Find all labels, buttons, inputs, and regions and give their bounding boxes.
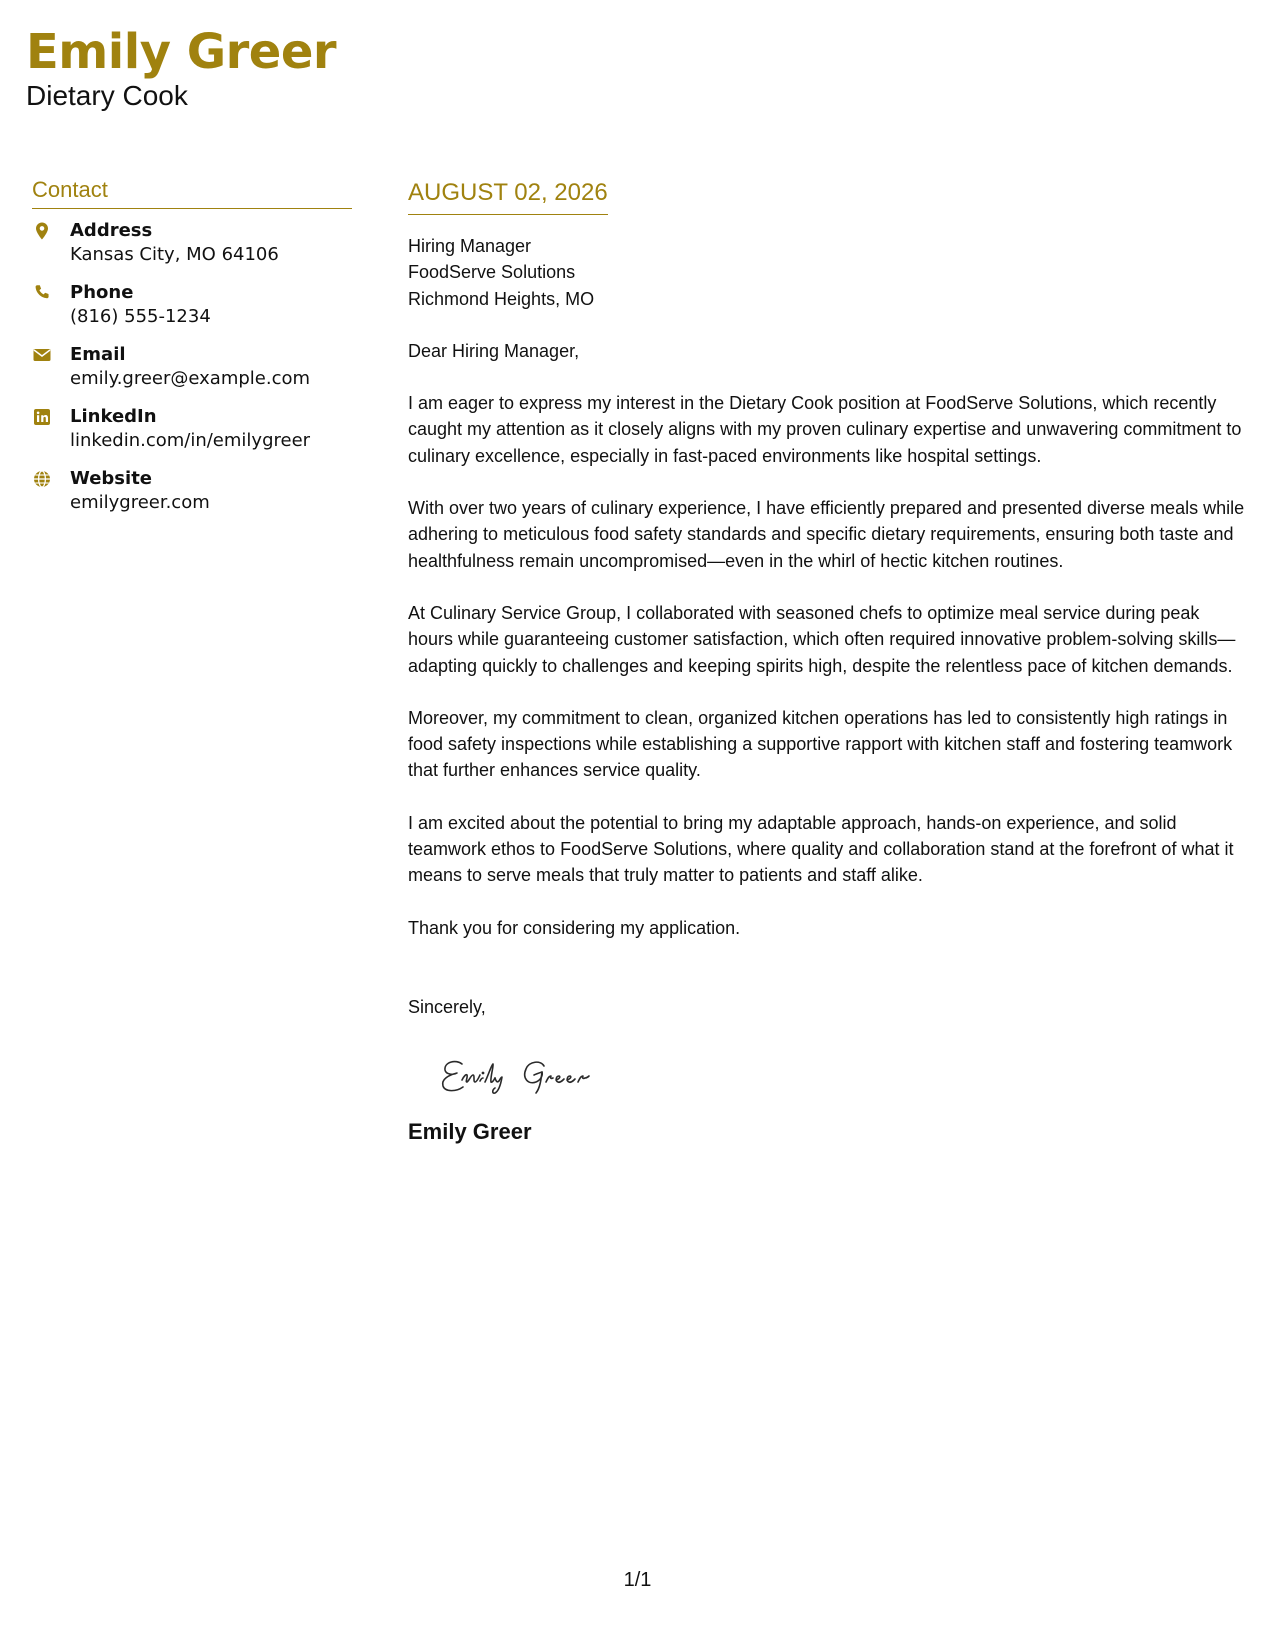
contact-label: Address [70,220,153,241]
contact-heading: Contact [32,176,352,209]
signer-name: Emily Greer [408,1118,532,1144]
address-value: Kansas City, MO 64106 [70,244,279,265]
letter-paragraph: At Culinary Service Group, I collaborated with seasoned chefs to optimize meal service during peak hours while guaranteeing customer satisfaction, which often required innovative problem-solving skills—adapting quickly to challenges and keeping spirits high, despite the relentless pace of kitchen demands. [408,602,1236,676]
recipient-line: Richmond Heights, MO [408,288,595,309]
letter-paragraph: Moreover, my commitment to clean, organized kitchen operations has led to consistently high ratings in food safety inspections while establishing a supportive rapport with kitchen staff and fostering teamwork that further enhances service quality. [408,707,1233,781]
letter-paragraph: Thank you for considering my application. [408,917,741,938]
website-value[interactable]: emilygreer.com [70,492,210,513]
letter-date: AUGUST 02, 2026 [408,178,608,215]
handwritten-signature [440,1050,640,1102]
resume-header [26,22,336,112]
contact-item-linkedin [32,405,352,457]
recipient-line: Hiring Manager [408,236,532,256]
email-value[interactable]: emily.greer@example.com [70,368,311,389]
contact-label: Phone [70,282,134,303]
envelope-icon [32,345,52,365]
linkedin-icon [32,407,52,427]
contact-item-address [32,219,352,271]
recipient-block [408,233,1248,312]
letter-paragraph: With over two years of culinary experience, I have efficiently prepared and presented diverse meals while adhering to meticulous food safety standards and specific dietary requirements, ensuring both taste and healthfulness remain uncompromised—even in the whirl of hectic kitchen routines. [408,498,1245,571]
letter-paragraph: I am eager to express my interest in the Dietary Cook position at FoodServe Solutions, which recently caught my attention as it closely aligns with my proven culinary expertise and unwavering commitment to culinary excellence, especially in fast-paced environments like hospital settings. [408,393,1242,466]
job-title: Dietary Cook [26,80,188,111]
page-number: 1/1 [623,1569,652,1591]
cover-letter-body [408,178,1248,1146]
contact-item-website [32,467,352,519]
contact-label: Website [70,468,153,489]
contact-label: Email [70,344,126,365]
recipient-line: FoodServe Solutions [408,262,576,283]
location-pin-icon [32,221,52,241]
contact-item-email [32,343,352,395]
globe-icon [32,469,52,489]
contact-label: LinkedIn [70,406,157,427]
salutation: Dear Hiring Manager, [408,340,580,361]
phone-value: (816) 555-1234 [70,306,211,327]
candidate-name: Emily Greer [26,24,337,80]
letter-paragraph: I am excited about the potential to bring my adaptable approach, hands-on experience, and solid teamwork ethos to FoodServe Solutions, where quality and collaboration stand at the forefront of what it means to serve meals that truly matter to patients and staff alike. [408,812,1234,886]
contact-sidebar [32,176,352,519]
phone-icon [32,283,52,303]
closing: Sincerely, [408,996,486,1017]
contact-item-phone [32,281,352,333]
linkedin-value[interactable]: linkedin.com/in/emilygreer [70,430,311,451]
